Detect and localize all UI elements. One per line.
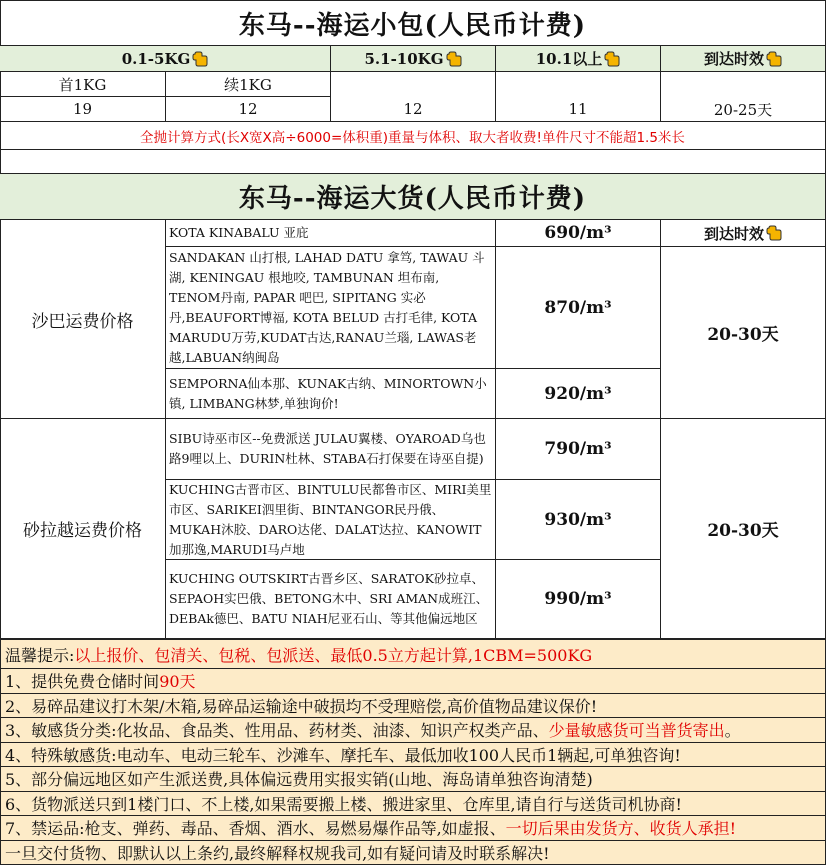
pointing-hand-icon <box>604 51 620 67</box>
sarawak-areas-1: SIBU诗巫市区--免费派送 JULAU翼楼、OYAROAD乌也路9哩以上、DURIN杜林、STABA石打保要在诗巫自提) <box>166 419 496 480</box>
price-5-10kg: 12 <box>331 97 496 122</box>
note-item: 5、部分偏远地区如产生派送费,具体偏远费用实报实销(山地、海岛请单独咨询清楚) <box>0 767 826 792</box>
note-item: 4、特殊敏感货:电动车、电动三轮车、沙滩车、摩托车、最低加收100人民币1辆起,可单独咨询! <box>0 743 826 768</box>
note-item: 3、敏感货分类:化妆品、食品类、性用品、药材类、油漆、知识产权类产品、 少量敏感货可当普货寄出 。 <box>0 718 826 743</box>
spacer-row <box>0 150 826 174</box>
sabah-label: 沙巴运费价格 <box>0 220 166 419</box>
small-parcel-title: 东马--海运小包(人民币计费) <box>0 0 826 46</box>
price-10kg-plus: 11 <box>496 97 661 122</box>
sarawak-price-1: 790/m³ <box>496 419 661 480</box>
note-item: 2、易碎品建议打木架/木箱,易碎品运输途中破损均不受理赔偿,高价值物品建议保价! <box>0 694 826 719</box>
note-item: 一旦交付货物、即默认以上条约,最终解释权规我司,如有疑问请及时联系解决! <box>0 841 826 865</box>
sabah-areas-2: SANDAKAN 山打根, LAHAD DATU 拿笃, TAWAU 斗湖, KENINGAU 根地咬, TAMBUNAN 坦布南, TENOM丹南, PAPAR 吧巴, SIPITANG 实必丹,BEAUFORT博福, KOTA BELUD 古打毛律, KOTA MARUDU万劳,KUDAT古达,RANAU兰瑙, LAWAS老越,LABUAN纳闽岛 <box>166 247 496 369</box>
sabah-price-1: 690/m³ <box>496 220 661 247</box>
sub-header-extra-kg: 续1KG <box>166 72 331 97</box>
pointing-hand-icon <box>766 225 782 241</box>
sarawak-price-2: 930/m³ <box>496 480 661 560</box>
sarawak-areas-2: KUCHING古晋市区、BINTULU民都鲁市区、MIRI美里市区、SARIKEI泗里街、BINTANGOR民丹俄、MUKAH沐胶、DARO达佬、DALAT达拉、KANOWIT加那逸,MARUDI马卢地 <box>166 480 496 560</box>
sabah-price-3: 920/m³ <box>496 369 661 419</box>
volume-weight-note: 全抛计算方式(长X宽X高÷6000=体积重)重量与体积、取大者收费!单件尺寸不能超1.5米长 <box>0 122 826 150</box>
sub-header-first-kg: 首1KG <box>0 72 166 97</box>
sabah-areas-1: KOTA KINABALU 亚庇 <box>166 220 496 247</box>
sarawak-label: 砂拉越运费价格 <box>0 419 166 639</box>
pointing-hand-icon <box>446 51 462 67</box>
header-0-5kg: 0.1-5KG <box>0 46 331 72</box>
note-item: 6、货物派送只到1楼门口、不上楼,如果需要搬上楼、搬进家里、仓库里,请自行与送货司机协商! <box>0 792 826 817</box>
pointing-hand-icon <box>766 51 782 67</box>
pointing-hand-icon <box>192 51 208 67</box>
note-item: 1、提供免费仓储时间 90天 <box>0 669 826 694</box>
tip-row: 温馨提示: 以上报价、包清关、包税、包派送、最低0.5立方起计算,1CBM=500KG <box>0 639 826 669</box>
price-extra-kg: 12 <box>166 97 331 122</box>
sabah-areas-3: SEMPORNA仙本那、KUNAK古纳、MINORTOWN小镇, LIMBANG林梦,单独询价! <box>166 369 496 419</box>
note-item: 7、禁运品:枪支、弹药、毒品、香烟、酒水、易燃易爆作品等,如虚报、 一切后果由发货方、收货人承担! <box>0 816 826 841</box>
header-5-10kg: 5.1-10KG <box>331 46 496 72</box>
arrival-time-small: 20-25天 <box>661 97 826 122</box>
sarawak-areas-3: KUCHING OUTSKIRT古晋乡区、SARATOK砂拉卓、SEPAOH实巴俄、BETONG木中、SRI AMAN成班江、DEBAk德巴、BATU NIAH尼亚石山、等其他偏远地区 <box>166 560 496 639</box>
sabah-arrival-time: 20-30天 <box>661 247 826 419</box>
bulk-title: 东马--海运大货(人民币计费) <box>0 174 826 220</box>
sarawak-arrival-time: 20-30天 <box>661 419 826 639</box>
sarawak-price-3: 990/m³ <box>496 560 661 639</box>
header-arrival-time: 到达时效 <box>661 46 826 72</box>
price-first-kg: 19 <box>0 97 166 122</box>
header-10kg-plus: 10.1以上 <box>496 46 661 72</box>
bulk-time-header: 到达时效 <box>661 220 826 247</box>
sabah-price-2: 870/m³ <box>496 247 661 369</box>
